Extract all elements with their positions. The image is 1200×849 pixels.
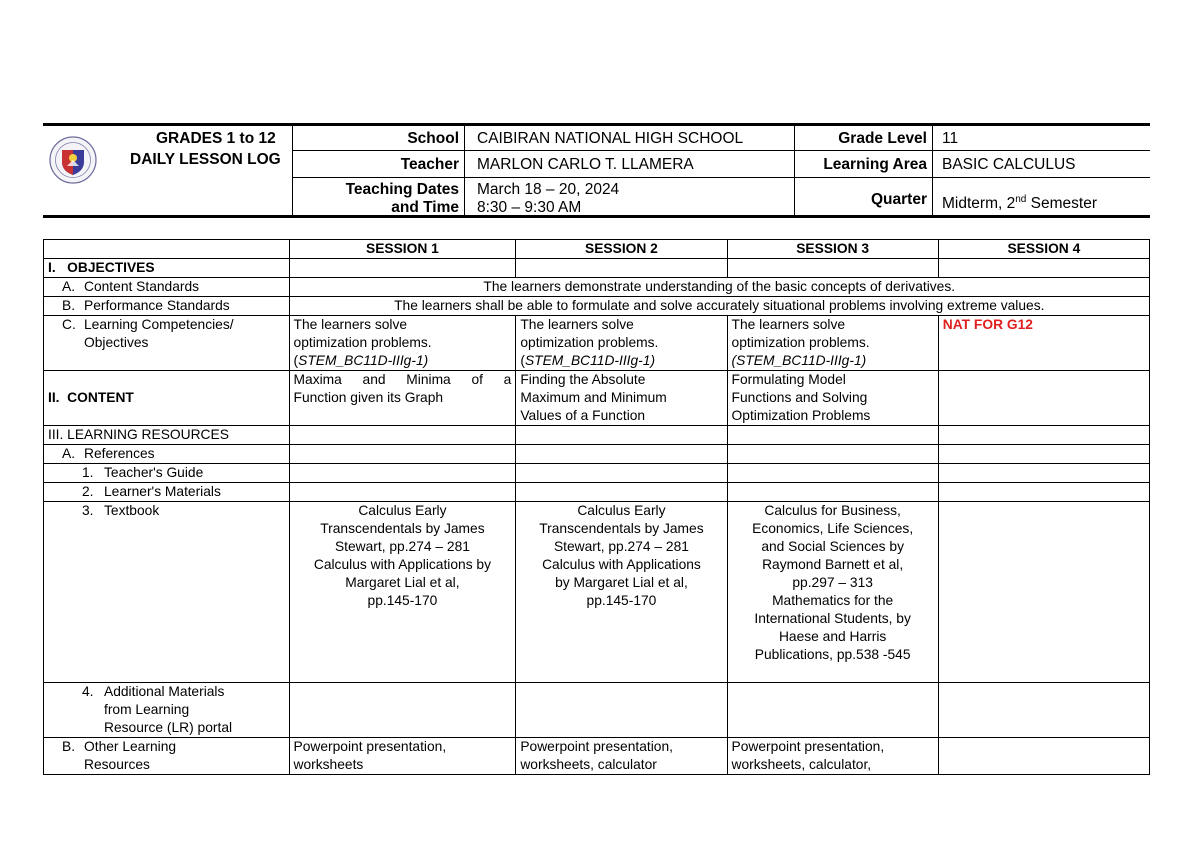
learners-materials-row — [44, 483, 1150, 502]
school-value: CAIBIRAN NATIONAL HIGH SCHOOL — [477, 130, 744, 147]
grade-level-value: 11 — [942, 130, 959, 147]
teaching-time-value: 8:30 – 9:30 AM — [477, 199, 582, 216]
learning-area-label: Learning Area — [823, 156, 927, 173]
content-row — [44, 371, 1150, 426]
content-standards-row — [44, 278, 1150, 297]
teaching-dates-value: March 18 – 20, 2024 — [477, 181, 620, 198]
competencies-label: C. Learning Competencies/ Objectives — [44, 316, 290, 371]
additional-materials-label: 4. Additional Materials from Learning Resource (LR) portal — [44, 683, 290, 738]
performance-standards-row — [44, 297, 1150, 316]
content-session-1: Maxima and Minima of a Function given its Graph — [289, 371, 516, 426]
content-standards-value: The learners demonstrate understanding of the basic concepts of derivatives. — [289, 278, 1149, 297]
deped-seal-icon — [49, 136, 97, 184]
teachers-guide-row — [44, 464, 1150, 483]
content-standards-label: A. Content Standards — [44, 278, 290, 297]
learning-area-value: BASIC CALCULUS — [942, 156, 1076, 173]
content-session-2: Finding the Absolute Maximum and Minimum Values of a Function — [516, 371, 727, 426]
references-row — [44, 445, 1150, 464]
other-resources-session-3: Powerpoint presentation, worksheets, calculator, — [727, 738, 938, 775]
session-4-header: SESSION 4 — [938, 240, 1149, 259]
textbook-label: 3. Textbook — [44, 502, 290, 683]
title-line-1: GRADES 1 to 12 — [156, 130, 276, 147]
competency-session-3: The learners solve optimization problems. (STEM_BC11D-IIIg-1) — [727, 316, 938, 371]
textbook-session-1: Calculus Early Transcendentals by James Stewart, pp.274 – 281 Calculus with Applications by Margaret Lial et al, pp.145-170 — [289, 502, 516, 683]
performance-standards-value: The learners shall be able to formulate and solve accurately situational problems involving extreme values. — [289, 297, 1149, 316]
content-heading: II. CONTENT — [44, 371, 290, 426]
session-3-header: SESSION 3 — [727, 240, 938, 259]
learning-resources-row — [44, 426, 1150, 445]
quarter-value: Midterm, 2nd Semester — [942, 194, 1097, 213]
additional-materials-row — [44, 683, 1150, 738]
grade-level-label: Grade Level — [838, 130, 927, 147]
quarter-label: Quarter — [871, 191, 927, 208]
lesson-log-table — [43, 239, 1150, 775]
teacher-label: Teacher — [400, 156, 459, 173]
competency-session-4: NAT FOR G12 — [938, 316, 1149, 371]
textbook-row — [44, 502, 1150, 683]
competency-session-1: The learners solve optimization problems. (STEM_BC11D-IIIg-1) — [289, 316, 516, 371]
competencies-row — [44, 316, 1150, 371]
teaching-time-label: and Time — [391, 199, 459, 216]
other-resources-row — [44, 738, 1150, 775]
teaching-dates-label: Teaching Dates — [345, 181, 459, 198]
teachers-guide-label: 1. Teacher's Guide — [44, 464, 290, 483]
session-2-header: SESSION 2 — [516, 240, 727, 259]
objectives-heading: I. OBJECTIVES — [44, 259, 290, 278]
other-resources-session-1: Powerpoint presentation, worksheets — [289, 738, 516, 775]
content-session-3: Formulating Model Functions and Solving Optimization Problems — [727, 371, 938, 426]
empty-cell — [44, 240, 290, 259]
textbook-session-2: Calculus Early Transcendentals by James Stewart, pp.274 – 281 Calculus with Applications by Margaret Lial et al, pp.145-170 — [516, 502, 727, 683]
other-resources-session-2: Powerpoint presentation, worksheets, calculator — [516, 738, 727, 775]
title-line-2: DAILY LESSON LOG — [130, 151, 281, 168]
learning-resources-heading: III. LEARNING RESOURCES — [44, 426, 290, 445]
lesson-log-header — [43, 123, 1150, 218]
performance-standards-label: B. Performance Standards — [44, 297, 290, 316]
objectives-row — [44, 259, 1150, 278]
other-resources-label: B. Other Learning Resources — [44, 738, 290, 775]
competency-session-2: The learners solve optimization problems. (STEM_BC11D-IIIg-1) — [516, 316, 727, 371]
learners-materials-label: 2. Learner's Materials — [44, 483, 290, 502]
textbook-session-3: Calculus for Business, Economics, Life Sciences, and Social Sciences by Raymond Barnett et al, pp.297 – 313 Mathematics for the International Students, by Haese and Harris Publications, pp.538 -545 — [727, 502, 938, 683]
teacher-value: MARLON CARLO T. LLAMERA — [477, 156, 694, 173]
school-label: School — [407, 130, 459, 147]
session-1-header: SESSION 1 — [289, 240, 516, 259]
session-header-row — [44, 240, 1150, 259]
references-label: A. References — [44, 445, 290, 464]
